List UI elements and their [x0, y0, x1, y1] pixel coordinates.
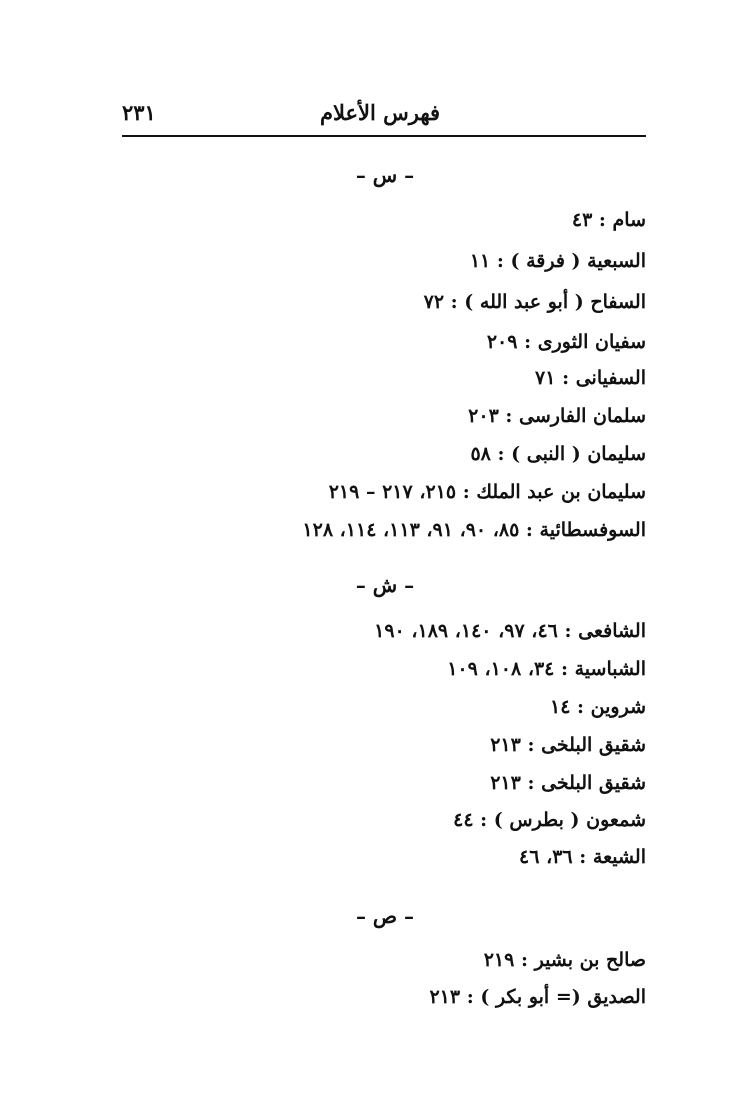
- header-rule: [122, 135, 646, 137]
- index-entry: السفيانى : ٧١: [535, 367, 646, 389]
- index-entry: سليمان ( النبى ) : ٥٨: [470, 443, 646, 465]
- index-entry: الصديق (= أبو بكر ) : ٢١٣: [429, 986, 646, 1008]
- index-entry: سليمان بن عبد الملك : ٢١٥، ٢١٧ – ٢١٩: [328, 481, 646, 503]
- index-entry: الشباسية : ٣٤، ١٠٨، ١٠٩: [447, 658, 646, 680]
- section-heading-shin: – ش –: [355, 573, 415, 597]
- index-entry: شمعون ( بطرس ) : ٤٤: [453, 809, 646, 831]
- index-entry: السبعية ( فرقة ) : ١١: [469, 250, 646, 272]
- index-entry: سفيان الثورى : ٢٠٩: [486, 331, 646, 353]
- running-header-title: فهرس الأعلام: [319, 100, 441, 125]
- index-entry: السوفسطائية : ٨٥، ٩٠، ٩١، ١١٣، ١١٤، ١٢٨: [302, 519, 646, 541]
- index-entry: الشيعة : ٣٦، ٤٦: [519, 846, 646, 868]
- index-entry: سام : ٤٣: [571, 209, 646, 231]
- index-entry: سلمان الفارسى : ٢٠٣: [468, 405, 646, 427]
- section-heading-sad: – ص –: [355, 904, 415, 928]
- page-number: ٢٣١: [122, 100, 156, 125]
- section-heading-sin: – س –: [355, 163, 415, 187]
- index-entry: السفاح ( أبو عبد الله ) : ٧٢: [423, 291, 646, 313]
- index-entry: صالح بن بشير : ٢١٩: [483, 949, 646, 971]
- index-entry: شقيق البلخى : ٢١٣: [490, 772, 646, 794]
- index-entry: شقيق البلخى : ٢١٣: [490, 734, 646, 756]
- index-entry: شروين : ١٤: [550, 696, 646, 718]
- index-entry: الشافعى : ٤٦، ٩٧، ١٤٠، ١٨٩، ١٩٠: [374, 620, 646, 642]
